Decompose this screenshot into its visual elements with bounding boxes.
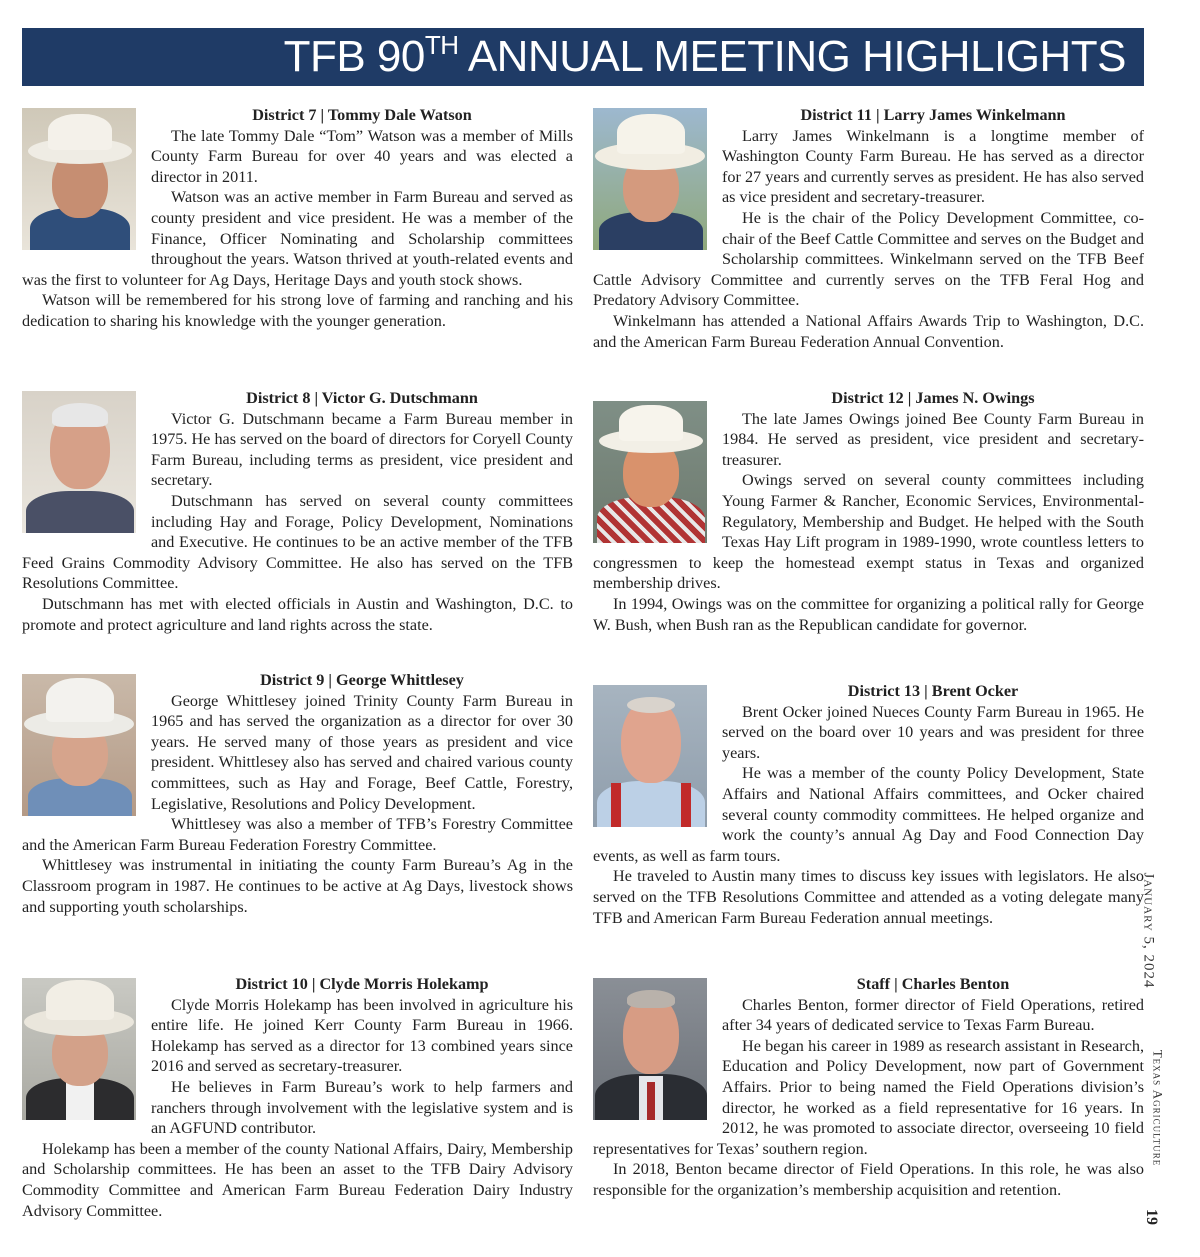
profile-district-11 xyxy=(593,105,1144,352)
profile-paragraph: Holekamp has been a member of the county National Affairs, Dairy, Membership and Scholarship committees. He has been an asset to the TFB Dairy Advisory Commodity Committee and American Farm Bureau Federation Dairy Industry Advisory Committee. xyxy=(22,1139,573,1220)
profile-district-10 xyxy=(22,974,573,1221)
profile-paragraph: Whittlesey was also a member of TFB’s Forestry Committee and the American Farm Bureau Federation Forestry Committee. xyxy=(22,815,573,854)
portrait-photo xyxy=(593,685,707,827)
profile-paragraph: Whittlesey was instrumental in initiating the county Farm Bureau’s Ag in the Classroom program in 1987. He continues to be active at Ag Days, livestock shows and supporting youth scholarships. xyxy=(22,856,573,916)
portrait-photo xyxy=(593,978,707,1120)
profile-paragraph: Dutschmann has met with elected officials in Austin and Washington, D.C. to promote and protect agriculture and land rights across the state. xyxy=(22,594,573,634)
profile-paragraph: Watson was an active member in Farm Bureau and served as county president and vice president. He was a member of the Finance, Officer Nominating and Scholarship committees throughout the years. Watson thrived at youth-related events and was the first to volunteer for Ag Days, Heritage Days and youth stock shows. xyxy=(22,188,573,289)
profile-district-12 xyxy=(593,388,1144,635)
profile-heading: Staff | Charles Benton xyxy=(856,975,1010,993)
publication-name: Texas Agriculture xyxy=(1150,1049,1166,1167)
portrait-photo xyxy=(593,108,707,250)
profile-heading: District 11 | Larry James Winkelmann xyxy=(800,106,1066,124)
profile-paragraph: The late Tommy Dale “Tom” Watson was a member of Mills County Farm Bureau for over 40 years and was elected a director in 2011. xyxy=(151,126,573,186)
profile-paragraph: George Whittlesey joined Trinity County Farm Bureau in 1965 and has served the organization as a director for over 30 years. He served many of those years as president and vice president. Whittlesey also has served and chaired various county committees, such as Hay and Forage, Beef Cattle, Forestry, Legislative, Resolutions and Policy Development. xyxy=(151,691,573,813)
profile-paragraph: Winkelmann has attended a National Affairs Awards Trip to Washington, D.C. and the American Farm Bureau Federation Annual Convention. xyxy=(593,311,1144,351)
banner-title: TFB 90TH ANNUAL MEETING HIGHLIGHTS xyxy=(283,30,1126,81)
profile-paragraph: The late James Owings joined Bee County Farm Bureau in 1984. He served as president, vice president and secretary-treasurer. xyxy=(722,409,1144,469)
profile-paragraph: In 1994, Owings was on the committee for organizing a political rally for George W. Bush, when Bush ran as the Republican candidate for governor. xyxy=(593,594,1144,634)
profile-paragraph: Brent Ocker joined Nueces County Farm Bureau in 1965. He served on the board over 10 years and was president for three years. xyxy=(722,702,1144,762)
profile-paragraph: Larry James Winkelmann is a longtime member of Washington County Farm Bureau. He has served as a director for 27 years and currently serves as president. He has also served as vice president and secretary-treasurer. xyxy=(722,126,1144,207)
profile-heading: District 8 | Victor G. Dutschmann xyxy=(246,389,478,407)
profile-paragraph: He believes in Farm Bureau’s work to help farmers and ranchers through involvement with the legislative system and is an AGFUND contributor. xyxy=(151,1077,573,1138)
portrait-photo xyxy=(22,674,136,816)
portrait-photo xyxy=(22,108,136,250)
profile-heading: District 9 | George Whittlesey xyxy=(260,671,464,689)
profile-heading: District 13 | Brent Ocker xyxy=(847,682,1019,700)
profile-heading: District 12 | James N. Owings xyxy=(831,389,1035,407)
portrait-photo xyxy=(22,978,136,1120)
profile-paragraph: Dutschmann has served on several county committees including Hay and Forage, Policy Development, Nominations and Executive. He continues to be an active member of the TFB Feed Grains Commodity Advisory Committee. He also has served on the TFB Resolutions Committee. xyxy=(22,491,573,593)
page-banner xyxy=(22,28,1144,86)
profile-paragraph: Charles Benton, former director of Field Operations, retired after 34 years of dedicated service to Texas Farm Bureau. xyxy=(722,995,1144,1035)
issue-date: January 5, 2024 xyxy=(1140,872,1157,989)
profile-district-8 xyxy=(22,388,573,635)
portrait-photo xyxy=(22,391,136,533)
profile-paragraph: Owings served on several county committees including Young Farmer & Rancher, Economic Services, Environmental-Regulatory, Membership and Budget. He helped with the South Texas Hay Lift program in 1989-1990, wrote countless letters to congressmen to keep the homestead exempt status in Texas and organized membership drives. xyxy=(593,471,1144,593)
profile-paragraph: He began his career in 1989 as research assistant in Research, Education and Policy Development, now part of Government Affairs. Prior to being named the Field Operations division’s director, he worked as a field representative for 16 years. In 2012, he was promoted to associate director, overseeing 10 field representatives for Texas’ southern region. xyxy=(593,1036,1144,1158)
profile-paragraph: He was a member of the county Policy Development, State Affairs and National Affairs committees, and Ocker chaired several county commodity committees. He helped organize and work the county’s annual Ag Day and Food Connection Day events, as well as farm tours. xyxy=(593,764,1144,865)
page-number: 19 xyxy=(1143,1209,1160,1225)
profile-paragraph: In 2018, Benton became director of Field Operations. In this role, he was also responsible for the organization’s membership acquisition and retention. xyxy=(593,1160,1144,1199)
profile-paragraph: Watson will be remembered for his strong love of farming and ranching and his dedication to sharing his knowledge with the younger generation. xyxy=(22,291,573,330)
portrait-photo xyxy=(593,401,707,543)
profile-district-9 xyxy=(22,670,573,917)
profile-heading: District 7 | Tommy Dale Watson xyxy=(252,106,472,124)
profile-paragraph: He is the chair of the Policy Development Committee, co-chair of the Beef Cattle Committee and serves on the Budget and Scholarship committees. Winkelmann served on the TFB Beef Cattle Advisory Committee and currently serves on the TFB Feral Hog and Predatory Advisory Committee. xyxy=(593,208,1144,310)
profile-staff xyxy=(593,974,1144,1201)
profile-paragraph: Victor G. Dutschmann became a Farm Bureau member in 1975. He has served on the board of directors for Coryell County Farm Bureau, including terms as president, vice president and secretary. xyxy=(151,409,573,490)
profile-district-13 xyxy=(593,681,1144,928)
profile-paragraph: Clyde Morris Holekamp has been involved in agriculture his entire life. He joined Kerr County Farm Bureau in 1966. Holekamp has served as a director for 13 combined years since 2016 and served as secretary-treasurer. xyxy=(151,995,573,1076)
profile-paragraph: He traveled to Austin many times to discuss key issues with legislators. He also served on the TFB Resolutions Committee and attended as a voting delegate many TFB and American Farm Bureau Federation annual meetings. xyxy=(593,867,1144,927)
profile-district-7 xyxy=(22,105,573,332)
profile-heading: District 10 | Clyde Morris Holekamp xyxy=(235,975,489,993)
